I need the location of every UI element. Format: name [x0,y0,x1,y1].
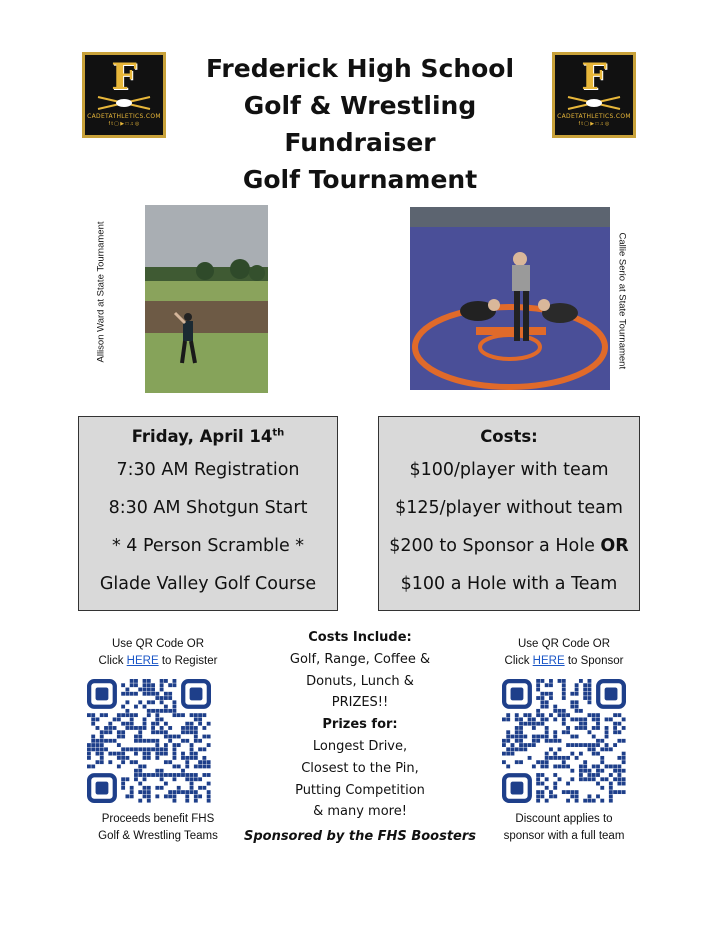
sponsored-by: Sponsored by the FHS Boosters [243,829,477,844]
register-footer [76,811,240,845]
logo-social-icons: f t ▢ ▶ □ ♫ ◎ [578,121,610,127]
wrestling-photo-caption: Callie Serio at State Tournament [616,232,628,370]
logo-letter: F [111,56,137,98]
crossed-swords-icon [564,95,624,111]
include-item: Donuts, Lunch & [306,673,414,689]
crossed-swords-icon [94,95,154,111]
sponsor-line-2: Click HERE to Sponsor [504,655,624,667]
register-instructions [80,636,236,670]
wrestling-illustration [410,207,610,390]
golfer-photo [145,205,268,393]
register-line-1: Use QR Code OR [111,638,205,650]
cost-line-with-team: $100/player with team [409,460,609,480]
cadet-logo-left [82,52,166,138]
sponsor-qr-code[interactable] [502,679,626,803]
sponsor-footer-2: sponsor with a full team [503,830,625,842]
cost-sponsor-or: OR [600,536,629,556]
costs-include-list [268,627,452,823]
schedule-line-start: 8:30 AM Shotgun Start [108,498,308,518]
include-item: PRIZES!! [331,695,389,711]
title-line-1: Frederick High School [205,54,515,83]
logo-letter: F [581,56,607,98]
costs-include-heading: Costs Include: [308,630,412,645]
golfer-illustration [145,205,268,393]
page-title [160,50,560,198]
sponsor-line-1: Use QR Code OR [517,638,611,650]
logo-site: CADETATHLETICS.COM [557,113,631,120]
logo-social-icons: f t ▢ ▶ □ ♫ ◎ [108,121,140,127]
schedule-line-registration: 7:30 AM Registration [116,460,300,480]
prize-item: Closest to the Pin, [301,760,419,776]
title-line-2: Golf & Wrestling [243,91,477,120]
costs-box [378,416,640,611]
cost-line-hole-team: $100 a Hole with a Team [400,574,618,594]
sponsor-here-link[interactable]: HERE [532,655,565,667]
prize-item: Longest Drive, [312,738,408,754]
cost-line-without-team: $125/player without team [395,498,623,518]
include-item: Golf, Range, Coffee & [289,651,431,667]
cost-line-sponsor [379,527,639,565]
prize-item: Putting Competition [295,782,425,798]
sponsor-instructions [486,636,642,670]
cost-sponsor-text: $200 to Sponsor a Hole [389,536,601,556]
register-footer-1: Proceeds benefit FHS [101,813,215,825]
logo-site: CADETATHLETICS.COM [87,113,161,120]
sponsor-footer [482,811,646,845]
title-line-4: Golf Tournament [242,165,478,194]
costs-heading: Costs: [480,427,538,446]
event-date [79,427,337,451]
register-here-link[interactable]: HERE [126,655,159,667]
schedule-box [78,416,338,611]
title-line-3: Fundraiser [284,128,436,157]
schedule-line-format: * 4 Person Scramble * [111,536,305,556]
register-footer-2: Golf & Wrestling Teams [98,830,218,842]
prize-item: & many more! [313,804,407,820]
cadet-logo-right [552,52,636,138]
schedule-line-venue: Glade Valley Golf Course [99,574,317,594]
wrestling-photo [410,207,610,390]
prizes-heading: Prizes for: [322,717,398,733]
sponsor-footer-1: Discount applies to [515,813,613,825]
register-qr-code[interactable] [87,679,211,803]
event-date-suffix: th [272,427,285,439]
event-date-main: Friday, April 14 [131,427,273,446]
register-line-2: Click HERE to Register [98,655,218,667]
golfer-photo-caption: Allison Ward at State Tournament [95,221,107,363]
